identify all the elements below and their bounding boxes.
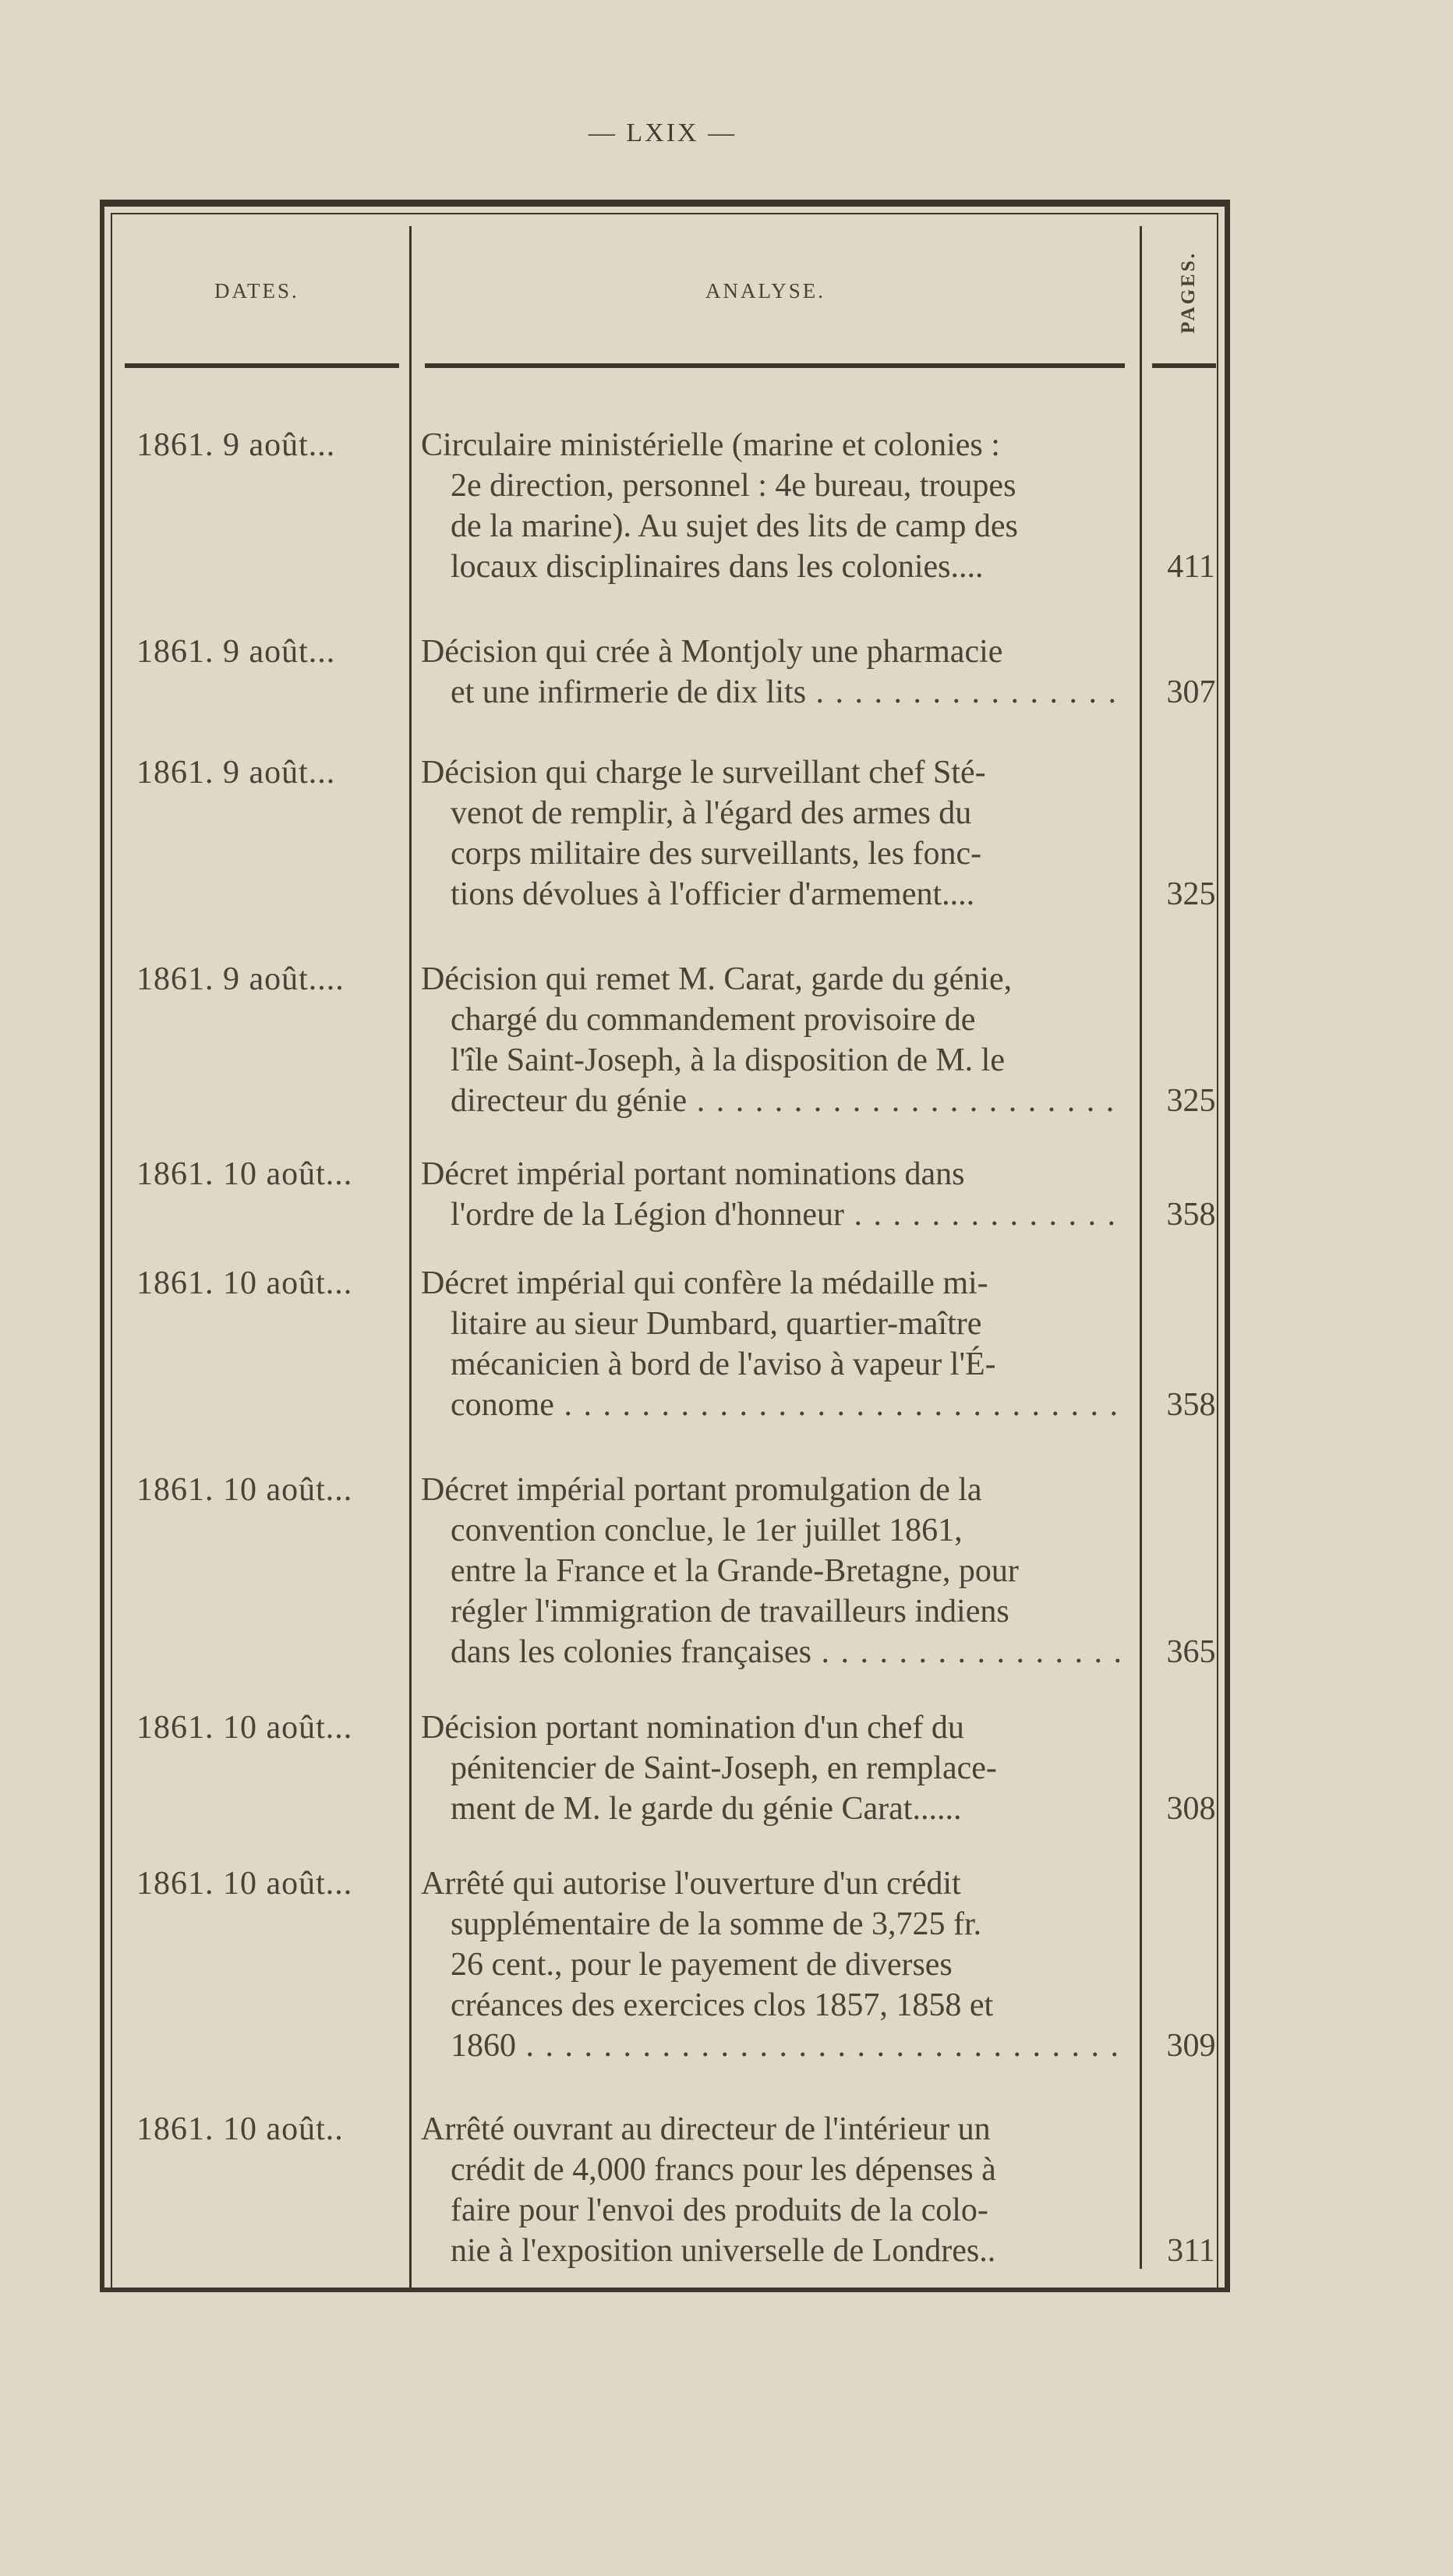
entry-analysis-line: Arrêté qui autorise l'ouverture d'un crédit (421, 1866, 961, 1902)
entry-page: 365 (1166, 1634, 1216, 1670)
entry-analysis-line: entre la France et la Grande-Bretagne, pour (451, 1553, 1019, 1589)
entry-analysis (421, 1263, 1122, 1425)
entry-date: 1861. 10 août... (136, 1472, 353, 1508)
entry-analysis-line: Décision qui remet M. Carat, garde du génie, (421, 961, 1013, 997)
entry-analysis-line: Décision qui crée à Montjoly une pharmacie (421, 634, 1003, 670)
entry-analysis-line: régler l'immigration de travailleurs indiens (451, 1594, 1009, 1629)
entry-analysis-line: corps militaire des surveillants, les fonc- (451, 836, 982, 872)
entry-date: 1861. 9 août... (136, 427, 336, 463)
entry-analysis-line: venot de remplir, à l'égard des armes du (451, 795, 972, 831)
entry-analysis-line: convention conclue, le 1er juillet 1861, (451, 1513, 963, 1548)
entry-date: 1861. 10 août... (136, 1156, 353, 1192)
entry-analysis-line: Décision qui charge le surveillant chef Sté- (421, 755, 986, 791)
entry-analysis-line: créances des exercices clos 1857, 1858 et (451, 1987, 994, 2023)
entry-analysis-line: nie à l'exposition universelle de Londres.. (451, 2233, 996, 2269)
entry-analysis (421, 2109, 1122, 2271)
entry-analysis-line: 26 cent., pour le payement de diverses (451, 1947, 953, 1983)
header-analyse: ANALYSE. (705, 279, 826, 303)
entry-analysis-line: litaire au sieur Dumbard, quartier-maître (451, 1306, 982, 1342)
entry-analysis (421, 425, 1122, 587)
entry-analysis-line: 2e direction, personnel : 4e bureau, troupes (451, 468, 1016, 504)
header-rule-pages (1152, 363, 1216, 368)
entry-page: 411 (1167, 549, 1215, 585)
entry-analysis-line: l'île Saint-Joseph, à la disposition de M. le (451, 1042, 1005, 1078)
entry-analysis-line: Décret impérial portant promulgation de la (421, 1472, 982, 1508)
entry-analysis (421, 1154, 1122, 1235)
entry-analysis-line: ment de M. le garde du génie Carat...... (451, 1791, 962, 1827)
header-pages (1160, 234, 1218, 351)
header-pages-label: PAGES. (1178, 251, 1199, 334)
entry-page: 358 (1166, 1387, 1216, 1423)
entry-analysis-line: mécanicien à bord de l'aviso à vapeur l'É- (451, 1346, 996, 1382)
column-divider-pages (1140, 226, 1142, 2269)
entry-date: 1861. 10 août... (136, 1866, 353, 1902)
entry-page: 325 (1166, 1083, 1216, 1119)
entry-analysis-line: pénitencier de Saint-Joseph, en remplace- (451, 1750, 997, 1786)
entry-date: 1861. 10 août... (136, 1710, 353, 1746)
entry-analysis-line: faire pour l'envoi des produits de la colo- (451, 2192, 988, 2228)
entry-analysis (421, 959, 1122, 1121)
entry-page: 309 (1166, 2028, 1216, 2064)
entry-analysis-line: l'ordre de la Légion d'honneur . . . (421, 1194, 1122, 1235)
entry-analysis-line: conome . . . (421, 1385, 1122, 1425)
entry-analysis (421, 1470, 1122, 1672)
entry-analysis-line: Décret impérial portant nominations dans (421, 1156, 965, 1192)
entry-analysis-line: directeur du génie . . . (421, 1081, 1122, 1121)
entry-analysis-line: supplémentaire de la somme de 3,725 fr. (451, 1906, 982, 1942)
entry-page: 311 (1167, 2233, 1215, 2269)
header-rule-dates (125, 363, 399, 368)
header-rule-analyse (425, 363, 1125, 368)
entry-analysis-line: et une infirmerie de dix lits . . . (421, 672, 1122, 713)
entry-analysis-line: dans les colonies françaises . . . (421, 1632, 1122, 1672)
entry-analysis (421, 1863, 1122, 2066)
entry-page: 358 (1166, 1197, 1216, 1233)
entry-analysis-line: 1860 . . . (421, 2026, 1122, 2066)
entry-analysis-line: Arrêté ouvrant au directeur de l'intérieur un (421, 2111, 991, 2147)
entry-date: 1861. 9 août... (136, 755, 336, 791)
entry-analysis-line: Circulaire ministérielle (marine et colonies : (421, 427, 1000, 463)
column-divider-dates (409, 226, 412, 2292)
entry-analysis-line: crédit de 4,000 francs pour les dépenses à (451, 2152, 996, 2188)
entry-analysis-line: Décision portant nomination d'un chef du (421, 1710, 964, 1746)
entry-analysis-line: de la marine). Au sujet des lits de camp des (451, 508, 1018, 544)
entry-analysis-line: locaux disciplinaires dans les colonies.... (451, 549, 984, 585)
entry-analysis (421, 632, 1122, 713)
entry-analysis (421, 752, 1122, 915)
entry-analysis-line: chargé du commandement provisoire de (451, 1002, 976, 1038)
entry-page: 307 (1166, 674, 1216, 710)
entry-date: 1861. 10 août.. (136, 2111, 344, 2147)
page-number: — LXIX — (588, 119, 737, 147)
entry-date: 1861. 9 août... (136, 634, 336, 670)
entry-analysis (421, 1707, 1122, 1829)
entry-page: 308 (1166, 1791, 1216, 1827)
entry-date: 1861. 9 août.... (136, 961, 345, 997)
entry-date: 1861. 10 août... (136, 1265, 353, 1301)
entry-analysis-line: tions dévolues à l'officier d'armement.... (451, 876, 975, 912)
entry-analysis-line: Décret impérial qui confère la médaille mi- (421, 1265, 988, 1301)
header-dates: DATES. (214, 279, 299, 303)
entry-page: 325 (1166, 876, 1216, 912)
